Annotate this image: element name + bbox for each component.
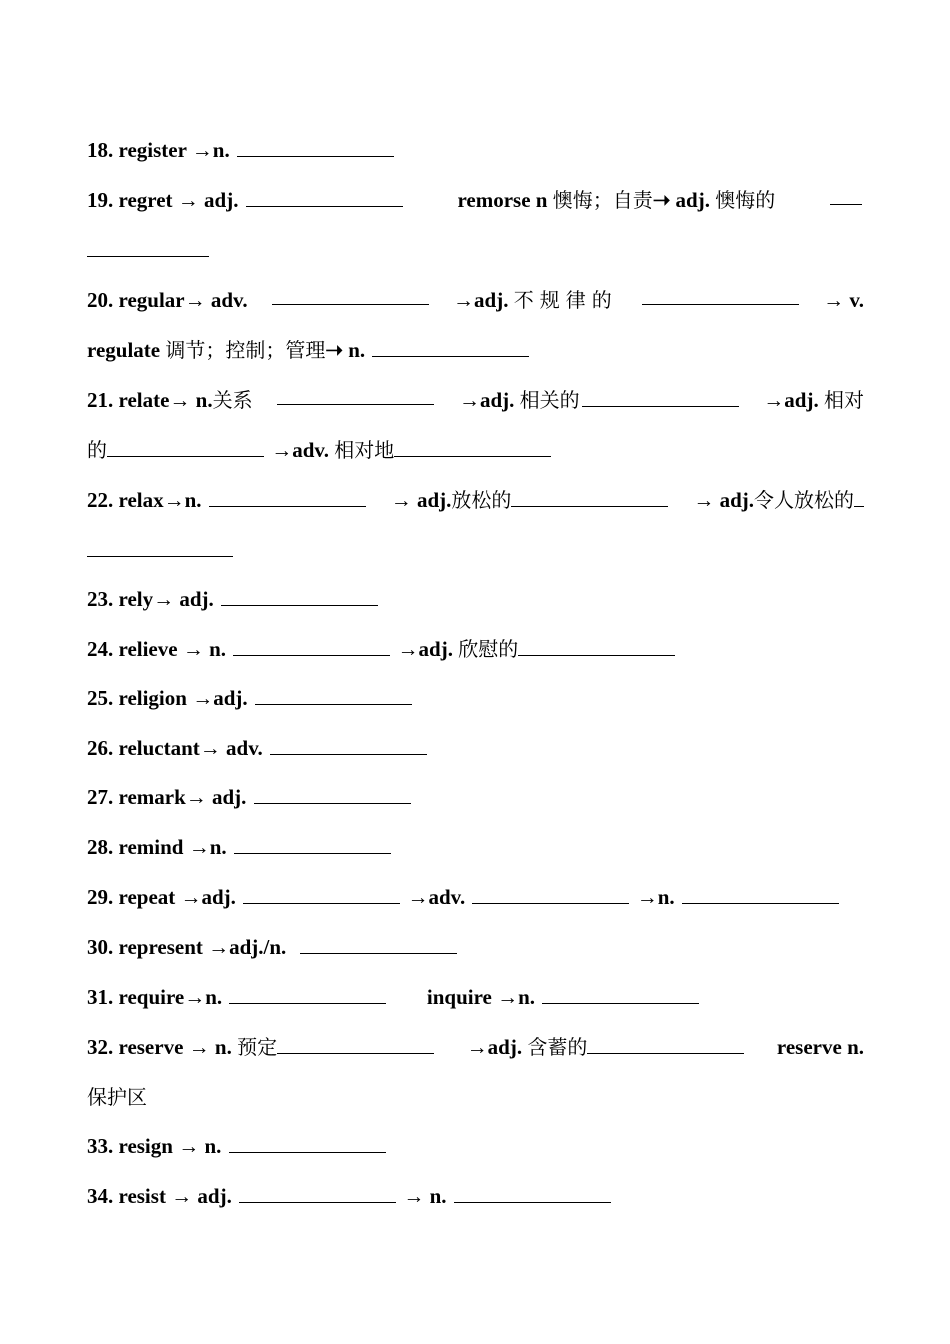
item-23 (87, 582, 864, 616)
item-21-meaning-4: 相对地 (334, 438, 395, 462)
item-24-meaning: 欣慰的 (458, 637, 519, 661)
item-29-arrow-2: →n. (636, 885, 675, 909)
item-22-part2 (391, 483, 671, 517)
answer-blank[interactable] (87, 535, 233, 557)
item-21-meaning-3-end: 的 (87, 438, 107, 462)
item-19-arrow: ➝ adj. (652, 188, 710, 212)
item-22-continuation (87, 533, 864, 567)
item-31 (87, 980, 864, 1014)
answer-blank[interactable] (229, 1131, 386, 1153)
item-21-meaning-3: 相对 (823, 388, 864, 412)
answer-blank[interactable] (854, 485, 864, 507)
item-34-arrow: → n. (403, 1184, 447, 1208)
item-21-meaning: 关系 (212, 388, 253, 412)
item-32-prompt: 32. reserve → n. (87, 1035, 232, 1059)
item-33-prompt: 33. resign → n. (87, 1134, 222, 1158)
item-21-part2 (459, 383, 741, 417)
item-20-prompt: 20. regular→ adv. (87, 288, 248, 312)
answer-blank[interactable] (454, 1181, 611, 1203)
item-21-arrow: →adj. (458, 388, 515, 412)
item-18-prompt: 18. register →n. (87, 138, 230, 162)
item-19-part2 (457, 183, 775, 217)
item-22-meaning: 放松的 (451, 488, 512, 512)
item-20-arrow-2: → v. (823, 288, 864, 312)
item-21-part1 (87, 383, 253, 417)
item-19-related-word: remorse n (457, 188, 548, 212)
item-22-arrow: → adj. (390, 488, 452, 512)
item-34 (87, 1179, 864, 1213)
item-20-meaning: 不规律的 (513, 288, 618, 312)
item-22-arrow-2: → adj. (693, 488, 754, 512)
item-30-prompt: 30. represent →adj./n. (87, 935, 287, 959)
answer-blank[interactable] (254, 782, 411, 804)
answer-blank[interactable] (394, 435, 551, 457)
item-23-prompt: 23. rely→ adj. (87, 587, 214, 611)
answer-blank[interactable] (518, 634, 675, 656)
item-20-arrow: →adj. (453, 288, 509, 312)
answer-blank[interactable] (221, 584, 378, 606)
answer-blank[interactable] (511, 485, 668, 507)
item-27-prompt: 27. remark→ adj. (87, 785, 247, 809)
item-19-prompt: 19. regret → adj. (87, 188, 239, 212)
answer-blank[interactable] (472, 882, 629, 904)
item-19-part1 (87, 183, 405, 217)
item-20-arrow-3: ➝ n. (325, 338, 366, 362)
item-24 (87, 632, 864, 666)
item-33 (87, 1129, 864, 1163)
answer-blank[interactable] (582, 385, 739, 407)
item-21-meaning-2: 相关的 (519, 388, 580, 412)
item-32-related-word: reserve n. (776, 1035, 864, 1059)
answer-blank[interactable] (237, 135, 394, 157)
answer-blank[interactable] (87, 235, 209, 257)
item-32 (87, 1030, 864, 1064)
item-20-meaning-2: 调节；控制；管理 (165, 338, 326, 362)
item-24-prompt: 24. relieve → n. (87, 637, 227, 661)
item-29-arrow: →adv. (407, 885, 466, 909)
answer-blank[interactable] (272, 283, 429, 305)
item-22-part3 (693, 483, 864, 517)
answer-blank[interactable] (270, 733, 427, 755)
item-32-part2 (467, 1030, 747, 1064)
item-19-meaning-2: 懊悔的 (715, 188, 776, 212)
item-20 (87, 283, 864, 317)
answer-blank[interactable] (234, 832, 391, 854)
answer-blank[interactable] (243, 882, 400, 904)
item-27 (87, 780, 864, 814)
item-32-meaning-3: 保护区 (87, 1085, 147, 1109)
item-32-meaning-2: 含蓄的 (527, 1035, 588, 1059)
item-32-part1 (87, 1030, 436, 1064)
item-20-continuation (87, 333, 864, 367)
item-21-arrow-3: →adv. (271, 438, 330, 462)
item-21-prompt: 21. relate→ n. (87, 388, 213, 412)
item-30 (87, 930, 864, 964)
answer-blank[interactable] (277, 383, 434, 405)
answer-blank[interactable] (542, 982, 699, 1004)
item-24-arrow: →adj. (397, 637, 453, 661)
answer-blank[interactable] (107, 435, 264, 457)
item-29 (87, 880, 864, 914)
item-32-arrow: →adj. (466, 1035, 523, 1059)
item-19-meaning: 懊悔；自责 (552, 188, 653, 212)
answer-blank[interactable] (246, 185, 403, 207)
answer-blank[interactable] (642, 283, 799, 305)
answer-blank[interactable] (255, 683, 412, 705)
answer-blank[interactable] (830, 183, 862, 205)
item-26 (87, 731, 864, 765)
item-21-continuation (87, 433, 864, 467)
item-31-prompt: 31. require→n. (87, 985, 223, 1009)
item-25-prompt: 25. religion →adj. (87, 686, 248, 710)
item-28-prompt: 28. remind →n. (87, 835, 227, 859)
item-20-part2 (453, 283, 618, 317)
item-22-part1 (87, 483, 368, 517)
item-22-meaning-2: 令人放松的 (754, 488, 854, 512)
item-21-part3 (763, 383, 864, 417)
item-19-continuation (87, 233, 864, 267)
item-28 (87, 830, 864, 864)
item-18 (87, 133, 864, 167)
item-29-prompt: 29. repeat →adj. (87, 885, 236, 909)
item-20-related-word: regulate (87, 338, 161, 362)
answer-blank[interactable] (300, 932, 457, 954)
item-32-meaning: 预定 (237, 1035, 278, 1059)
answer-blank[interactable] (372, 335, 529, 357)
item-22 (87, 483, 864, 517)
item-19 (87, 183, 864, 217)
item-34-prompt: 34. resist → adj. (87, 1184, 232, 1208)
item-31-related-word: inquire →n. (426, 985, 536, 1009)
item-32-continuation (87, 1080, 864, 1114)
answer-blank[interactable] (682, 882, 839, 904)
answer-blank[interactable] (277, 1032, 434, 1054)
item-21-arrow-2: →adj. (763, 388, 819, 412)
item-22-prompt: 22. relax→n. (87, 488, 202, 512)
item-25 (87, 681, 864, 715)
answer-blank[interactable] (587, 1032, 744, 1054)
answer-blank[interactable] (239, 1181, 396, 1203)
answer-blank[interactable] (229, 982, 386, 1004)
answer-blank[interactable] (233, 634, 390, 656)
item-21 (87, 383, 864, 417)
item-26-prompt: 26. reluctant→ adv. (87, 736, 263, 760)
answer-blank[interactable] (209, 485, 366, 507)
